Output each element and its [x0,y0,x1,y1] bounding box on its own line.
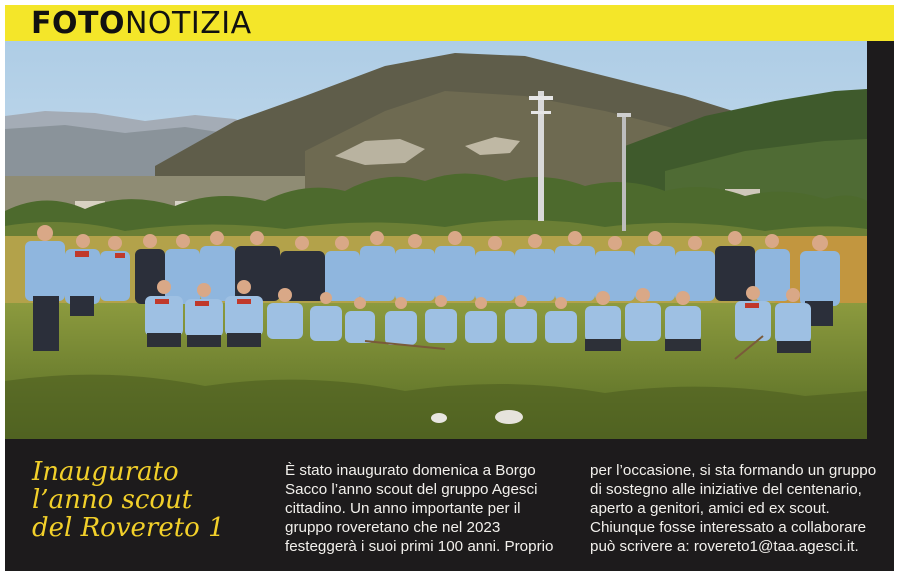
photo-illustration [5,41,867,439]
section-kicker [31,6,252,41]
body-line: Chiunque fosse interessato a collaborare [590,519,867,536]
body-line: Sacco l’anno scout del gruppo Agesci [285,481,538,498]
title-line: l’anno scout [32,485,193,515]
header-bar [5,5,894,41]
article-body-column-1 [285,461,570,556]
kicker-light: NOTIZIA [124,6,252,41]
kicker-bold: FOTO [31,6,125,41]
body-line: per l’occasione, si sta formando un gruppo [590,462,877,479]
body-line: cittadino. Un anno importante per il [285,500,521,517]
body-line: gruppo roveretano che nel 2023 [285,519,501,536]
title-line: del Rovereto 1 [32,513,225,543]
title-line: Inaugurato [32,457,179,487]
body-line: festeggerà i suoi primi 100 anni. Proprio [285,538,554,555]
article-body-column-2 [590,461,880,556]
group-photo [5,41,867,439]
body-line: può scrivere a: rovereto1@taa.agesci.it. [590,538,859,555]
body-line: di sostegno alle iniziative del centenario, [590,481,862,498]
article-title [32,458,262,542]
body-line: È stato inaugurato domenica a Borgo [285,462,536,479]
body-line: aperto a genitori, amici ed ex scout. [590,500,830,517]
